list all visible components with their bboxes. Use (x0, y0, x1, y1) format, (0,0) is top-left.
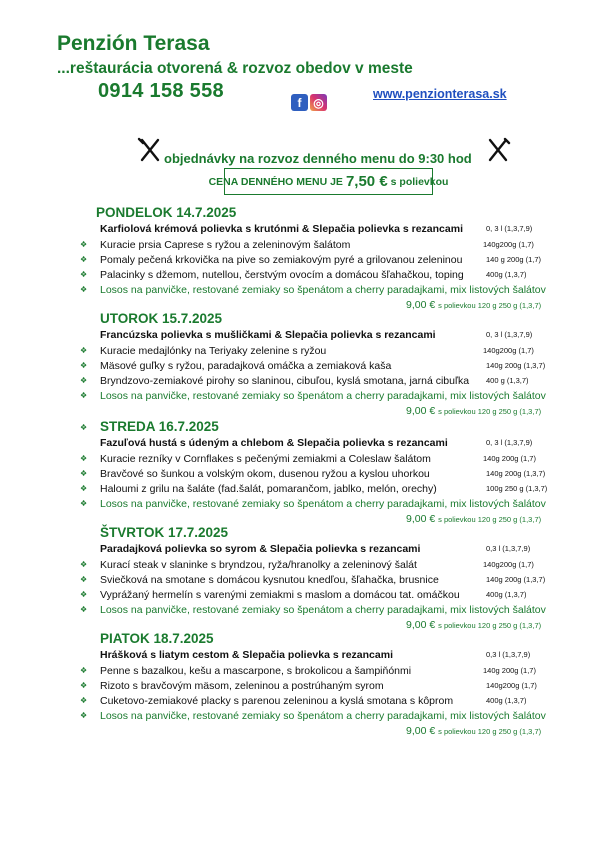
salmon-row (0, 603, 606, 617)
bullet-icon: ❖ (80, 484, 88, 493)
instagram-icon[interactable]: ◎ (310, 94, 327, 111)
dish-text: Kuracie medajlónky na Teriyaky zelenine s ryžou (100, 345, 327, 357)
soup-allergens: 0,3 l (1,3,7,9) (486, 650, 531, 659)
daily-menu-price-box (208, 168, 449, 195)
dish-allergens: 140g200g (1,7) (486, 681, 537, 690)
dish-row (0, 679, 606, 693)
restaurant-tagline: ...reštaurácia otvorená & rozvoz obedov v meste (57, 60, 413, 77)
salmon-price (406, 724, 541, 738)
bullet-icon: ❖ (80, 285, 88, 294)
dish-text: Mäsové guľky s ryžou, paradajková omáčka a zemiaková kaša (100, 360, 392, 372)
dish-row (0, 573, 606, 587)
dish-allergens: 140g200g (1,7) (483, 346, 534, 355)
soup-allergens: 0, 3 l (1,3,7,9) (486, 224, 533, 233)
cutlery-icon (136, 136, 164, 164)
soup-row (0, 542, 606, 556)
bullet-icon: ❖ (80, 590, 88, 599)
dish-text: Penne s bazalkou, kešu a mascarpone, s brokolicou a šampiňónmi (100, 665, 412, 677)
order-deadline-note: objednávky na rozvoz denného menu do 9:30 hod (164, 151, 472, 166)
salmon-price-value: 9,00 € (406, 725, 436, 737)
dish-allergens: 400g (1,3,7) (486, 590, 527, 599)
soup-allergens: 0, 3 l (1,3,7,9) (486, 330, 533, 339)
bullet-icon: ❖ (80, 575, 88, 584)
soup-row (0, 648, 606, 662)
salmon-row (0, 283, 606, 297)
cutlery-icon (484, 136, 512, 164)
dish-allergens: 140g 200g (1,3,7) (486, 361, 546, 370)
bullet-icon: ❖ (80, 560, 88, 569)
bullet-icon: ❖ (80, 666, 88, 675)
bullet-icon: ❖ (80, 346, 88, 355)
salmon-price-suffix: s polievkou 120 g 250 g (1,3,7) (438, 515, 542, 524)
dish-text: Haloumi z grilu na šaláte (fad.šalát, pomarančom, jablko, melón, orechy) (100, 483, 437, 495)
dish-text: Cuketovo-zemiakové placky s parenou zeleninou a kyslá smotana s kôprom (100, 695, 454, 707)
dish-text: Losos na panvičke, restované zemiaky so špenátom a cherry paradajkami, mix listových šalátov (100, 498, 546, 510)
dish-allergens: 140g 200g (1,3,7) (486, 469, 546, 478)
dish-row (0, 694, 606, 708)
bullet-icon: ❖ (80, 469, 88, 478)
dish-text: Sviečková na smotane s domácou kysnutou knedľou, šľahačka, brusnice (100, 574, 439, 586)
dish-row (0, 588, 606, 602)
dish-text: Palacinky s džemom, nutellou, čerstvým ovocím a domácou šľahačkou, toping (100, 269, 464, 281)
facebook-icon[interactable]: f (291, 94, 308, 111)
soup-text: Hrášková s liatym cestom & Slepačia polievka s rezancami (100, 649, 393, 661)
dish-row (0, 374, 606, 388)
salmon-price (406, 618, 541, 632)
dish-row (0, 253, 606, 267)
dish-text: Kurací steak v slaninke s bryndzou, ryža/hranolky a zeleninový šalát (100, 559, 417, 571)
soup-text: Francúzska polievka s mušličkami & Slepačia polievka s rezancami (100, 329, 436, 341)
soup-row (0, 222, 606, 236)
bullet-icon: ❖ (80, 391, 88, 400)
price-box-price: 7,50 € (345, 173, 388, 190)
dish-text: Losos na panvičke, restované zemiaky so špenátom a cherry paradajkami, mix listových šalátov (100, 604, 546, 616)
salmon-price-suffix: s polievkou 120 g 250 g (1,3,7) (438, 407, 542, 416)
dish-allergens: 140g 200g (1,7) (483, 454, 536, 463)
dish-allergens: 400 g (1,3,7) (486, 376, 529, 385)
day-bullet (0, 421, 606, 435)
bullet-icon: ❖ (80, 361, 88, 370)
bullet-icon: ❖ (80, 376, 88, 385)
dish-text: Rizoto s bravčovým mäsom, zeleninou a postrúhaným syrom (100, 680, 384, 692)
salmon-price-value: 9,00 € (406, 299, 436, 311)
salmon-row (0, 497, 606, 511)
day-title: UTOROK 15.7.2025 (100, 311, 223, 326)
salmon-price-value: 9,00 € (406, 619, 436, 631)
dish-text: Bravčové so šunkou a volským okom, dusenou ryžou a kyslou uhorkou (100, 468, 430, 480)
dish-allergens: 140g 200g (1,3,7) (486, 575, 546, 584)
day-title: PIATOK 18.7.2025 (100, 631, 214, 646)
dish-text: Losos na panvičke, restované zemiaky so špenátom a cherry paradajkami, mix listových šalátov (100, 390, 546, 402)
dish-allergens: 140g 200g (1,7) (483, 666, 536, 675)
salmon-row (0, 389, 606, 403)
salmon-row (0, 709, 606, 723)
soup-text: Fazuľová hustá s údeným a chlebom & Slepačia polievka s rezancami (100, 437, 448, 449)
dish-text: Vyprážaný hermelín s varenými zemiakmi s maslom a domácou tat. omáčkou (100, 589, 460, 601)
day-title: PONDELOK 14.7.2025 (96, 205, 237, 220)
bullet-icon: ❖ (80, 696, 88, 705)
dish-row (0, 558, 606, 572)
soup-row (0, 436, 606, 450)
bullet-icon: ❖ (80, 454, 88, 463)
salmon-price (406, 298, 541, 312)
dish-text: Losos na panvičke, restované zemiaky so špenátom a cherry paradajkami, mix listových šalátov (100, 710, 546, 722)
bullet-icon: ❖ (80, 240, 88, 249)
soup-row (0, 328, 606, 342)
salmon-price-suffix: s polievkou 120 g 250 g (1,3,7) (438, 621, 542, 630)
day-title: ŠTVRTOK 17.7.2025 (100, 525, 229, 540)
soup-allergens: 0,3 l (1,3,7,9) (486, 544, 531, 553)
dish-text: Losos na panvičke, restované zemiaky so špenátom a cherry paradajkami, mix listových šalátov (100, 284, 546, 296)
salmon-price (406, 512, 541, 526)
bullet-icon: ❖ (80, 270, 88, 279)
restaurant-name: Penzión Terasa (57, 32, 210, 55)
bullet-icon: ❖ (80, 423, 88, 432)
phone-number[interactable]: 0914 158 558 (98, 80, 224, 102)
soup-allergens: 0, 3 l (1,3,7,9) (486, 438, 533, 447)
bullet-icon: ❖ (80, 499, 88, 508)
salmon-price-suffix: s polievkou 120 g 250 g (1,3,7) (438, 301, 542, 310)
dish-allergens: 140 g 200g (1,7) (486, 255, 542, 264)
dish-allergens: 140g200g (1,7) (483, 240, 534, 249)
dish-allergens: 400g (1,3,7) (486, 696, 527, 705)
bullet-icon: ❖ (80, 605, 88, 614)
salmon-price-suffix: s polievkou 120 g 250 g (1,3,7) (438, 727, 542, 736)
dish-allergens: 400g (1,3,7) (486, 270, 527, 279)
salmon-price (406, 404, 541, 418)
dish-allergens: 140g200g (1,7) (483, 560, 534, 569)
bullet-icon: ❖ (80, 681, 88, 690)
day-title: STREDA 16.7.2025 (100, 419, 219, 434)
salmon-price-value: 9,00 € (406, 513, 436, 525)
soup-text: Karfiolová krémová polievka s krutónmi & Slepačia polievka s rezancami (100, 223, 463, 235)
dish-row (0, 664, 606, 678)
bullet-icon: ❖ (80, 255, 88, 264)
social-links (291, 94, 327, 111)
dish-text: Pomaly pečená krkovička na pive so zemiakovým pyré a grilovanou zeleninou (100, 254, 463, 266)
dish-row (0, 268, 606, 282)
dish-text: Bryndzovo-zemiakové pirohy so slaninou, cibuľou, kyslá smotana, jarná cibuľka (100, 375, 470, 387)
price-box-label: CENA DENNÉHO MENU JE (208, 175, 343, 188)
dish-allergens: 100g 250 g (1,3,7) (486, 484, 548, 493)
dish-text: Kuracie prsia Caprese s ryžou a zeleninovým šalátom (100, 239, 351, 251)
salmon-price-value: 9,00 € (406, 405, 436, 417)
bullet-icon: ❖ (80, 711, 88, 720)
dish-row (0, 482, 606, 496)
dish-row (0, 359, 606, 373)
price-box-suffix: s polievkou (390, 175, 449, 188)
website-link[interactable]: www.penzionterasa.sk (373, 87, 507, 101)
dish-row (0, 452, 606, 466)
dish-text: Kuracie rezníky v Cornflakes s pečenými zemiakmi a Coleslaw šalátom (100, 453, 431, 465)
soup-text: Paradajková polievka so syrom & Slepačia polievka s rezancami (100, 543, 421, 555)
dish-row (0, 467, 606, 481)
dish-row (0, 344, 606, 358)
dish-row (0, 238, 606, 252)
